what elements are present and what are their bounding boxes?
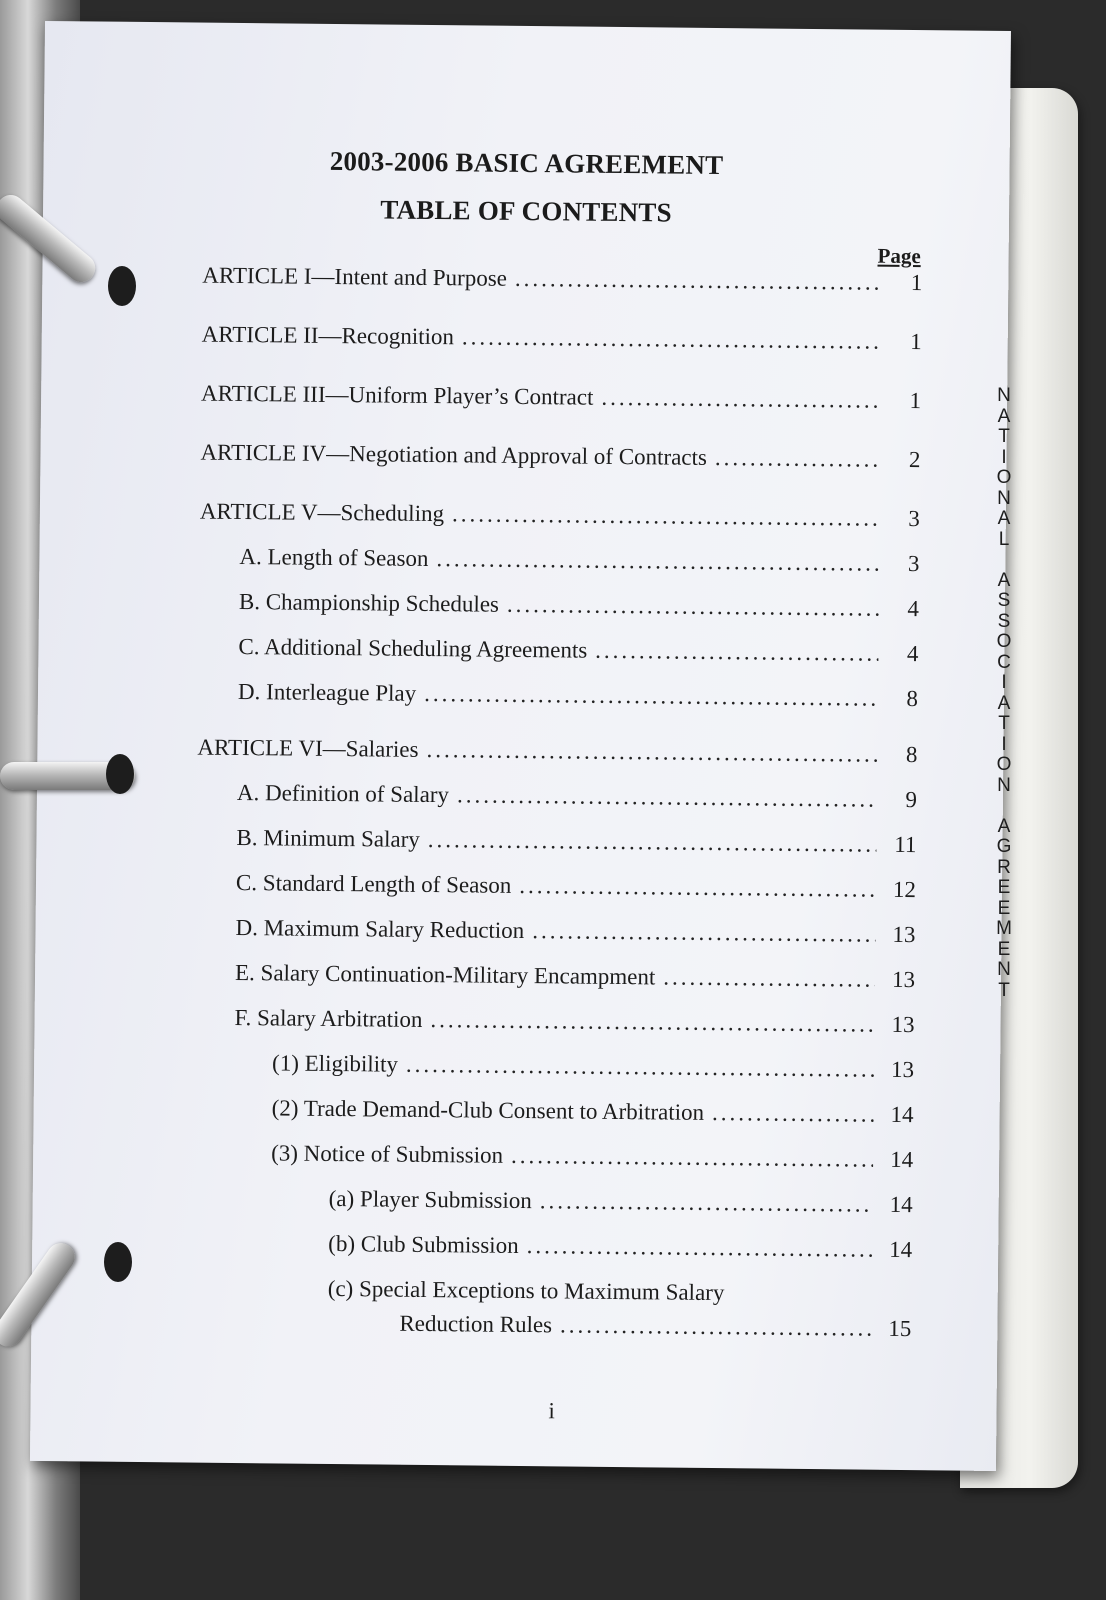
toc-entry-page: 1 <box>910 329 922 355</box>
dot-leader <box>426 737 877 768</box>
dot-leader <box>560 1312 872 1341</box>
page-column-heading: Page <box>877 243 921 269</box>
toc-entry-page: 12 <box>892 876 917 903</box>
toc-entry[interactable] <box>238 679 918 718</box>
toc-entry-page: 14 <box>889 1236 913 1263</box>
toc-entry[interactable] <box>201 381 921 421</box>
toc-entry-label: (a) Player Submission <box>328 1185 532 1214</box>
side-tab-letter: O <box>996 467 1012 488</box>
toc-entry-label: C. Standard Length of Season <box>235 869 512 898</box>
dot-leader <box>511 1143 873 1173</box>
side-tab-letter: A <box>997 692 1011 714</box>
toc-entry-label: ARTICLE V—Scheduling <box>199 498 445 527</box>
dot-leader <box>462 324 882 354</box>
side-tab-label <box>992 386 1016 1001</box>
toc-entry[interactable] <box>271 1140 913 1179</box>
toc-entry-page: 13 <box>890 1056 915 1083</box>
side-tab-word <box>992 817 1016 1002</box>
toc-entry[interactable] <box>329 1186 913 1224</box>
side-tab-letter: N <box>997 774 1011 796</box>
side-tab-letter: S <box>997 610 1011 632</box>
toc-entry[interactable] <box>235 960 915 999</box>
toc-entry-label: C. Additional Scheduling Agreements <box>238 634 588 663</box>
toc-entry[interactable] <box>399 1311 911 1348</box>
dot-leader <box>406 1052 874 1083</box>
dot-leader <box>601 385 881 414</box>
side-tab-letter: I <box>1001 446 1007 468</box>
toc-entry-page: 1 <box>910 270 923 296</box>
side-tab-letter: A <box>997 815 1011 837</box>
dot-leader <box>430 1007 874 1038</box>
punch-hole <box>104 1242 132 1282</box>
dot-leader <box>428 827 877 858</box>
toc-entry-page: 11 <box>894 831 917 858</box>
toc-entry[interactable] <box>239 544 919 583</box>
toc-entry-label: D. Interleague Play <box>237 679 417 706</box>
toc-entry[interactable] <box>235 915 915 954</box>
toc-entry-label: ARTICLE I—Intent and Purpose <box>202 262 508 291</box>
toc-entry[interactable] <box>200 440 920 480</box>
side-tab-letter: N <box>997 487 1011 509</box>
side-tab-letter: I <box>1001 672 1007 693</box>
side-tab-letter: L <box>998 528 1010 550</box>
toc-entry-label: ARTICLE VI—Salaries <box>197 734 419 762</box>
side-tab-letter: A <box>997 508 1011 529</box>
toc-entry-label: B. Minimum Salary <box>236 824 420 852</box>
toc-entry[interactable] <box>239 589 919 628</box>
dot-leader <box>436 546 879 577</box>
toc-entry-page: 4 <box>906 641 919 667</box>
toc-entry[interactable] <box>272 1050 914 1089</box>
toc-entry-label[interactable]: (c) Special Exceptions to Maximum Salary <box>327 1275 725 1306</box>
toc-entry-page: 14 <box>890 1101 914 1128</box>
toc-entry-page: 3 <box>908 506 920 532</box>
toc-entry-page: 13 <box>891 966 916 993</box>
side-tab-gap <box>992 550 1016 571</box>
toc-entry-label: A. Definition of Salary <box>236 779 450 808</box>
page-folio: i <box>548 1398 556 1424</box>
toc-entry-page: 2 <box>908 447 921 473</box>
toc-entry-label: F. Salary Arbitration <box>234 1004 423 1032</box>
side-tab-letter: M <box>996 918 1012 939</box>
punch-hole <box>108 266 136 306</box>
side-tab-letter: R <box>997 856 1011 878</box>
toc-entry[interactable] <box>197 735 917 775</box>
dot-leader <box>715 445 881 473</box>
toc-entry-page: 13 <box>891 1011 915 1038</box>
toc-entry-page: 15 <box>888 1315 912 1342</box>
dot-leader <box>519 873 876 903</box>
toc-entry-page: 9 <box>905 786 918 813</box>
toc-entry-page: 1 <box>909 388 922 414</box>
side-tab-letter: O <box>996 754 1012 775</box>
document-title: 2003-2006 BASIC AGREEMENT <box>329 145 724 181</box>
toc-entry[interactable] <box>200 499 920 539</box>
toc-entry[interactable] <box>202 263 922 303</box>
toc-entry-page: 3 <box>907 551 920 577</box>
toc-entry-label: B. Championship Schedules <box>238 589 500 617</box>
toc-entry-label: D. Maximum Salary Reduction <box>235 914 525 944</box>
toc-entry-label: E. Salary Continuation-Military Encampment <box>234 959 656 990</box>
toc-entry[interactable] <box>237 780 917 819</box>
dot-leader <box>663 964 875 992</box>
toc-entry-label: (3) Notice of Submission <box>271 1140 504 1168</box>
dot-leader <box>452 501 880 531</box>
side-tab-letter: G <box>996 836 1012 857</box>
toc-entry-label: (1) Eligibility <box>271 1050 399 1077</box>
toc-entry[interactable] <box>202 322 922 362</box>
side-tab-letter: A <box>997 569 1011 591</box>
toc-entry-label: ARTICLE IV—Negotiation and Approval of Contracts <box>200 439 708 470</box>
dot-leader <box>540 1188 873 1217</box>
side-tab-letter: T <box>998 979 1010 1001</box>
side-tab-letter: T <box>998 713 1010 734</box>
dot-leader <box>424 681 878 712</box>
toc-entry-page: 14 <box>890 1146 914 1173</box>
toc-entry-page: 8 <box>905 741 918 768</box>
toc-entry-page: 8 <box>906 686 919 712</box>
side-tab-letter: I <box>1001 733 1007 755</box>
dot-leader <box>712 1100 874 1128</box>
side-tab-letter: A <box>997 405 1011 427</box>
side-tab-letter: E <box>997 877 1011 898</box>
toc-entry[interactable] <box>238 634 918 673</box>
punch-hole <box>106 754 134 794</box>
toc-entry-label: (2) Trade Demand-Club Consent to Arbitration <box>271 1095 705 1125</box>
document-subtitle: TABLE OF CONTENTS <box>380 194 672 228</box>
toc-entry-page: 14 <box>889 1191 913 1218</box>
side-tab-word <box>992 571 1016 797</box>
side-tab-letter: T <box>998 426 1010 447</box>
side-tab-word <box>992 386 1016 550</box>
toc-entry[interactable] <box>236 825 916 864</box>
toc-entry[interactable] <box>234 1005 914 1044</box>
toc-entry-label-continued: Reduction Rules <box>399 1310 553 1338</box>
toc-entry-page: 13 <box>892 921 916 948</box>
toc-entry-label: A. Length of Season <box>239 544 429 571</box>
side-tab-letter: C <box>997 651 1011 673</box>
dot-leader <box>507 592 879 622</box>
side-tab-letter: E <box>997 938 1011 960</box>
toc-entry-label: (b) Club Submission <box>328 1230 519 1258</box>
side-tab-letter: N <box>997 385 1011 406</box>
dot-leader <box>527 1233 873 1263</box>
dot-leader <box>595 638 878 667</box>
side-tab-letter: N <box>997 959 1011 980</box>
side-tab-letter: S <box>997 590 1011 611</box>
side-tab-letter: E <box>997 897 1011 919</box>
dot-leader <box>515 266 883 296</box>
toc-entry-label: ARTICLE II—Recognition <box>201 321 455 350</box>
toc-entry[interactable] <box>236 870 916 909</box>
toc-entry-label: ARTICLE III—Uniform Player’s Contract <box>201 380 594 410</box>
dot-leader <box>457 782 877 812</box>
toc-page <box>30 21 1011 1471</box>
toc-entry[interactable] <box>271 1095 913 1134</box>
toc-entry-page: 4 <box>907 596 920 622</box>
side-tab-gap <box>992 796 1016 817</box>
side-tab-letter: O <box>996 631 1012 652</box>
toc-entry[interactable] <box>328 1231 912 1269</box>
dot-leader <box>532 918 876 948</box>
